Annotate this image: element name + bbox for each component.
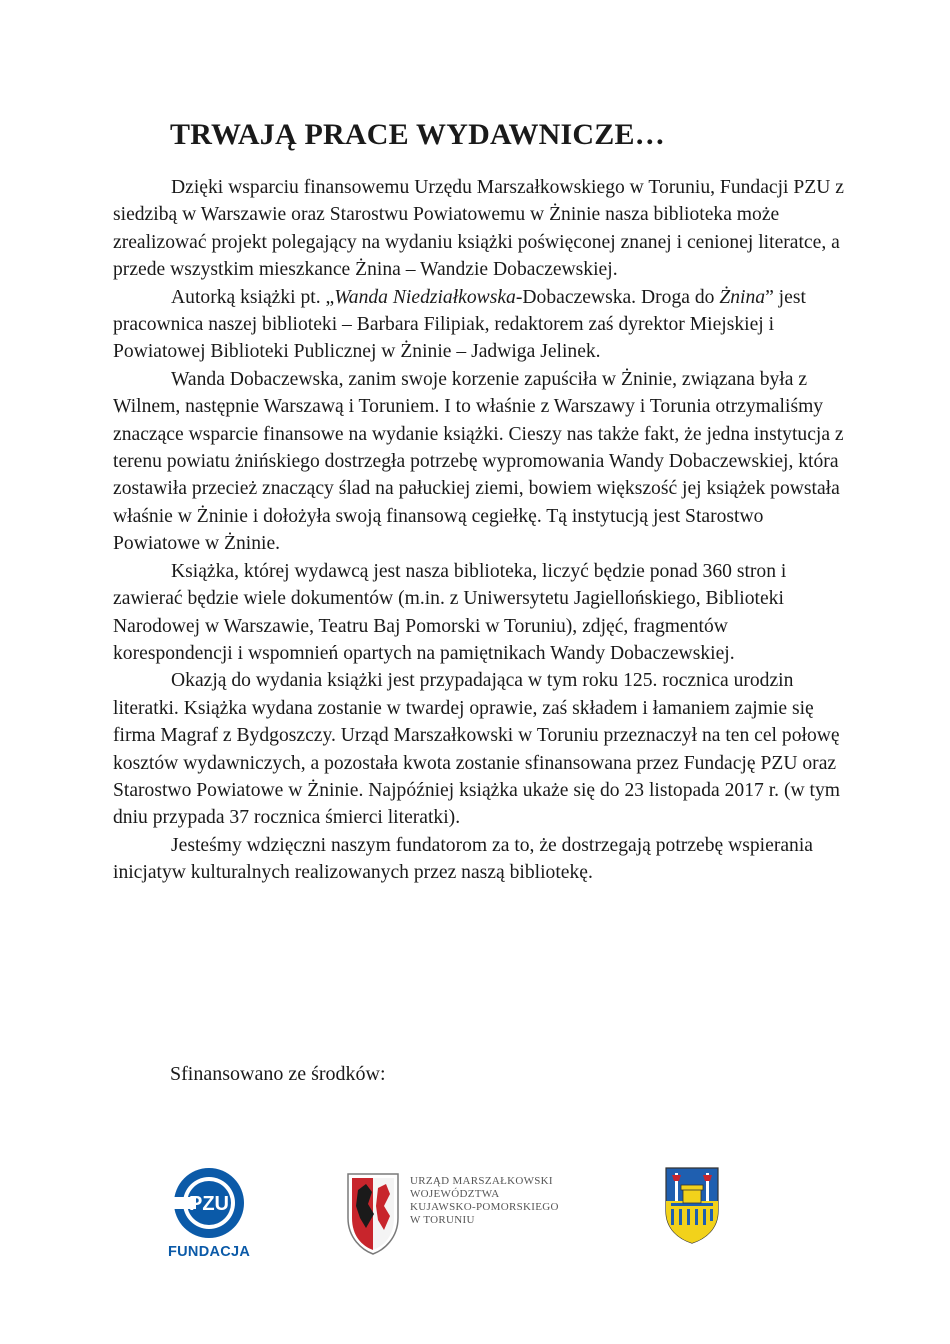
pzu-label: FUNDACJA: [168, 1244, 251, 1260]
paragraph-4: Książka, której wydawcą jest nasza biblioteka, liczyć będzie ponad 360 stron i zawierać będzie wiele dokumentów (m.in. z Uniwersytetu Jagiellońskiego, Biblioteki Narodowej w Warszawie, Teatru Baj Pomorski w Toruniu), zdjęć, fragmentów korespondencji i wspomnień opartych na pamiętnikach Wandy Dobaczewskiej.: [113, 560, 787, 664]
voivodeship-crest-icon: [344, 1170, 402, 1256]
paragraph-2-italic-place: Żnina: [719, 286, 766, 308]
paragraph-5: Okazją do wydania książki jest przypadająca w tym roku 125. rocznica urodzin literatki. Książka wydana zostanie w twardej oprawie, zaś składem i łamaniem zajmie się firma Magraf z Bydgoszczy. Urząd Marszałkowski w Toruniu przeznaczył na ten cel połowę kosztów wydawniczych, a pozostała kwota zostanie sfinansowana przez Fundację PZU oraz Starostwo Powiatowe w Żninie. Najpóźniej książka ukaże się do 23 listopada 2017 r. (w tym dniu przypada 37 rocznica śmierci literatki).: [113, 670, 840, 829]
urzad-name: [410, 1175, 610, 1227]
pzu-mark: PZU: [189, 1193, 229, 1215]
paragraph-2-part: Autorką książki pt. „: [171, 286, 335, 308]
urzad-line-4: W TORUNIU: [410, 1214, 475, 1226]
article-body: [113, 174, 848, 887]
urzad-line-1: URZĄD MARSZAŁKOWSKI: [410, 1175, 553, 1187]
pzu-fundacja-logo: [168, 1166, 251, 1260]
paragraph-3: Wanda Dobaczewska, zanim swoje korzenie zapuściła w Żninie, związana była z Wilnem, następnie Warszawą i Toruniem. I to właśnie z Warszawy i Torunia otrzymaliśmy znaczące wsparcie finansowe na wydanie książki. Cieszy nas także fakt, że jedna instytucja z terenu powiatu żnińskiego dostrzegła potrzebę wypromowania Wandy Dobaczewskiej, która zostawiła przecież znaczący ślad na pałuckiej ziemi, bowiem większość jej książek powstała właśnie w Żninie i dołożyła swoją finansową cegiełkę. Tą instytucją jest Starostwo Powiatowe w Żninie.: [113, 368, 844, 555]
coat-of-arms-icon: [663, 1165, 721, 1245]
paragraph-2-part: -Dobaczewska. Droga do: [515, 286, 720, 308]
paragraph-2-italic-title: Wanda Niedziałkowska: [334, 286, 516, 308]
urzad-line-2: WOJEWÓDZTWA: [410, 1188, 500, 1200]
urzad-marszalkowski-logo: [344, 1170, 559, 1261]
funding-label: Sfinansowano ze środków:: [170, 1063, 386, 1085]
paragraph-1: Dzięki wsparciu finansowemu Urzędu Marszałkowskiego w Toruniu, Fundacji PZU z siedzibą w Warszawie oraz Starostwu Powiatowemu w Żninie nasza biblioteka może zrealizować projekt polegający na wydaniu książki poświęconej znanej i cenionej literatce, a przede wszystkim mieszkance Żnina – Wandzie Dobaczewskiej.: [113, 177, 845, 281]
pzu-logo-icon: [168, 1166, 250, 1242]
paragraph-2-part: ” jest pracownica naszej biblioteki – Barbara Filipiak, redaktorem zaś dyrektor Miejskiej i Powiatowej Biblioteki Publicznej w Żninie – Jadwiga Jelinek.: [113, 286, 806, 363]
powiat-coat-of-arms: [663, 1165, 721, 1250]
paragraph-6: Jesteśmy wdzięczni naszym fundatorom za to, że dostrzegają potrzebę wspierania inicjatyw kulturalnych realizowanych przez naszą bibliotekę.: [113, 834, 813, 884]
page-title: TRWAJĄ PRACE WYDAWNICZE…: [170, 118, 665, 151]
urzad-line-3: KUJAWSKO-POMORSKIEGO: [410, 1201, 559, 1213]
sponsor-logos: [0, 1160, 950, 1270]
paragraph-2: [113, 284, 848, 366]
